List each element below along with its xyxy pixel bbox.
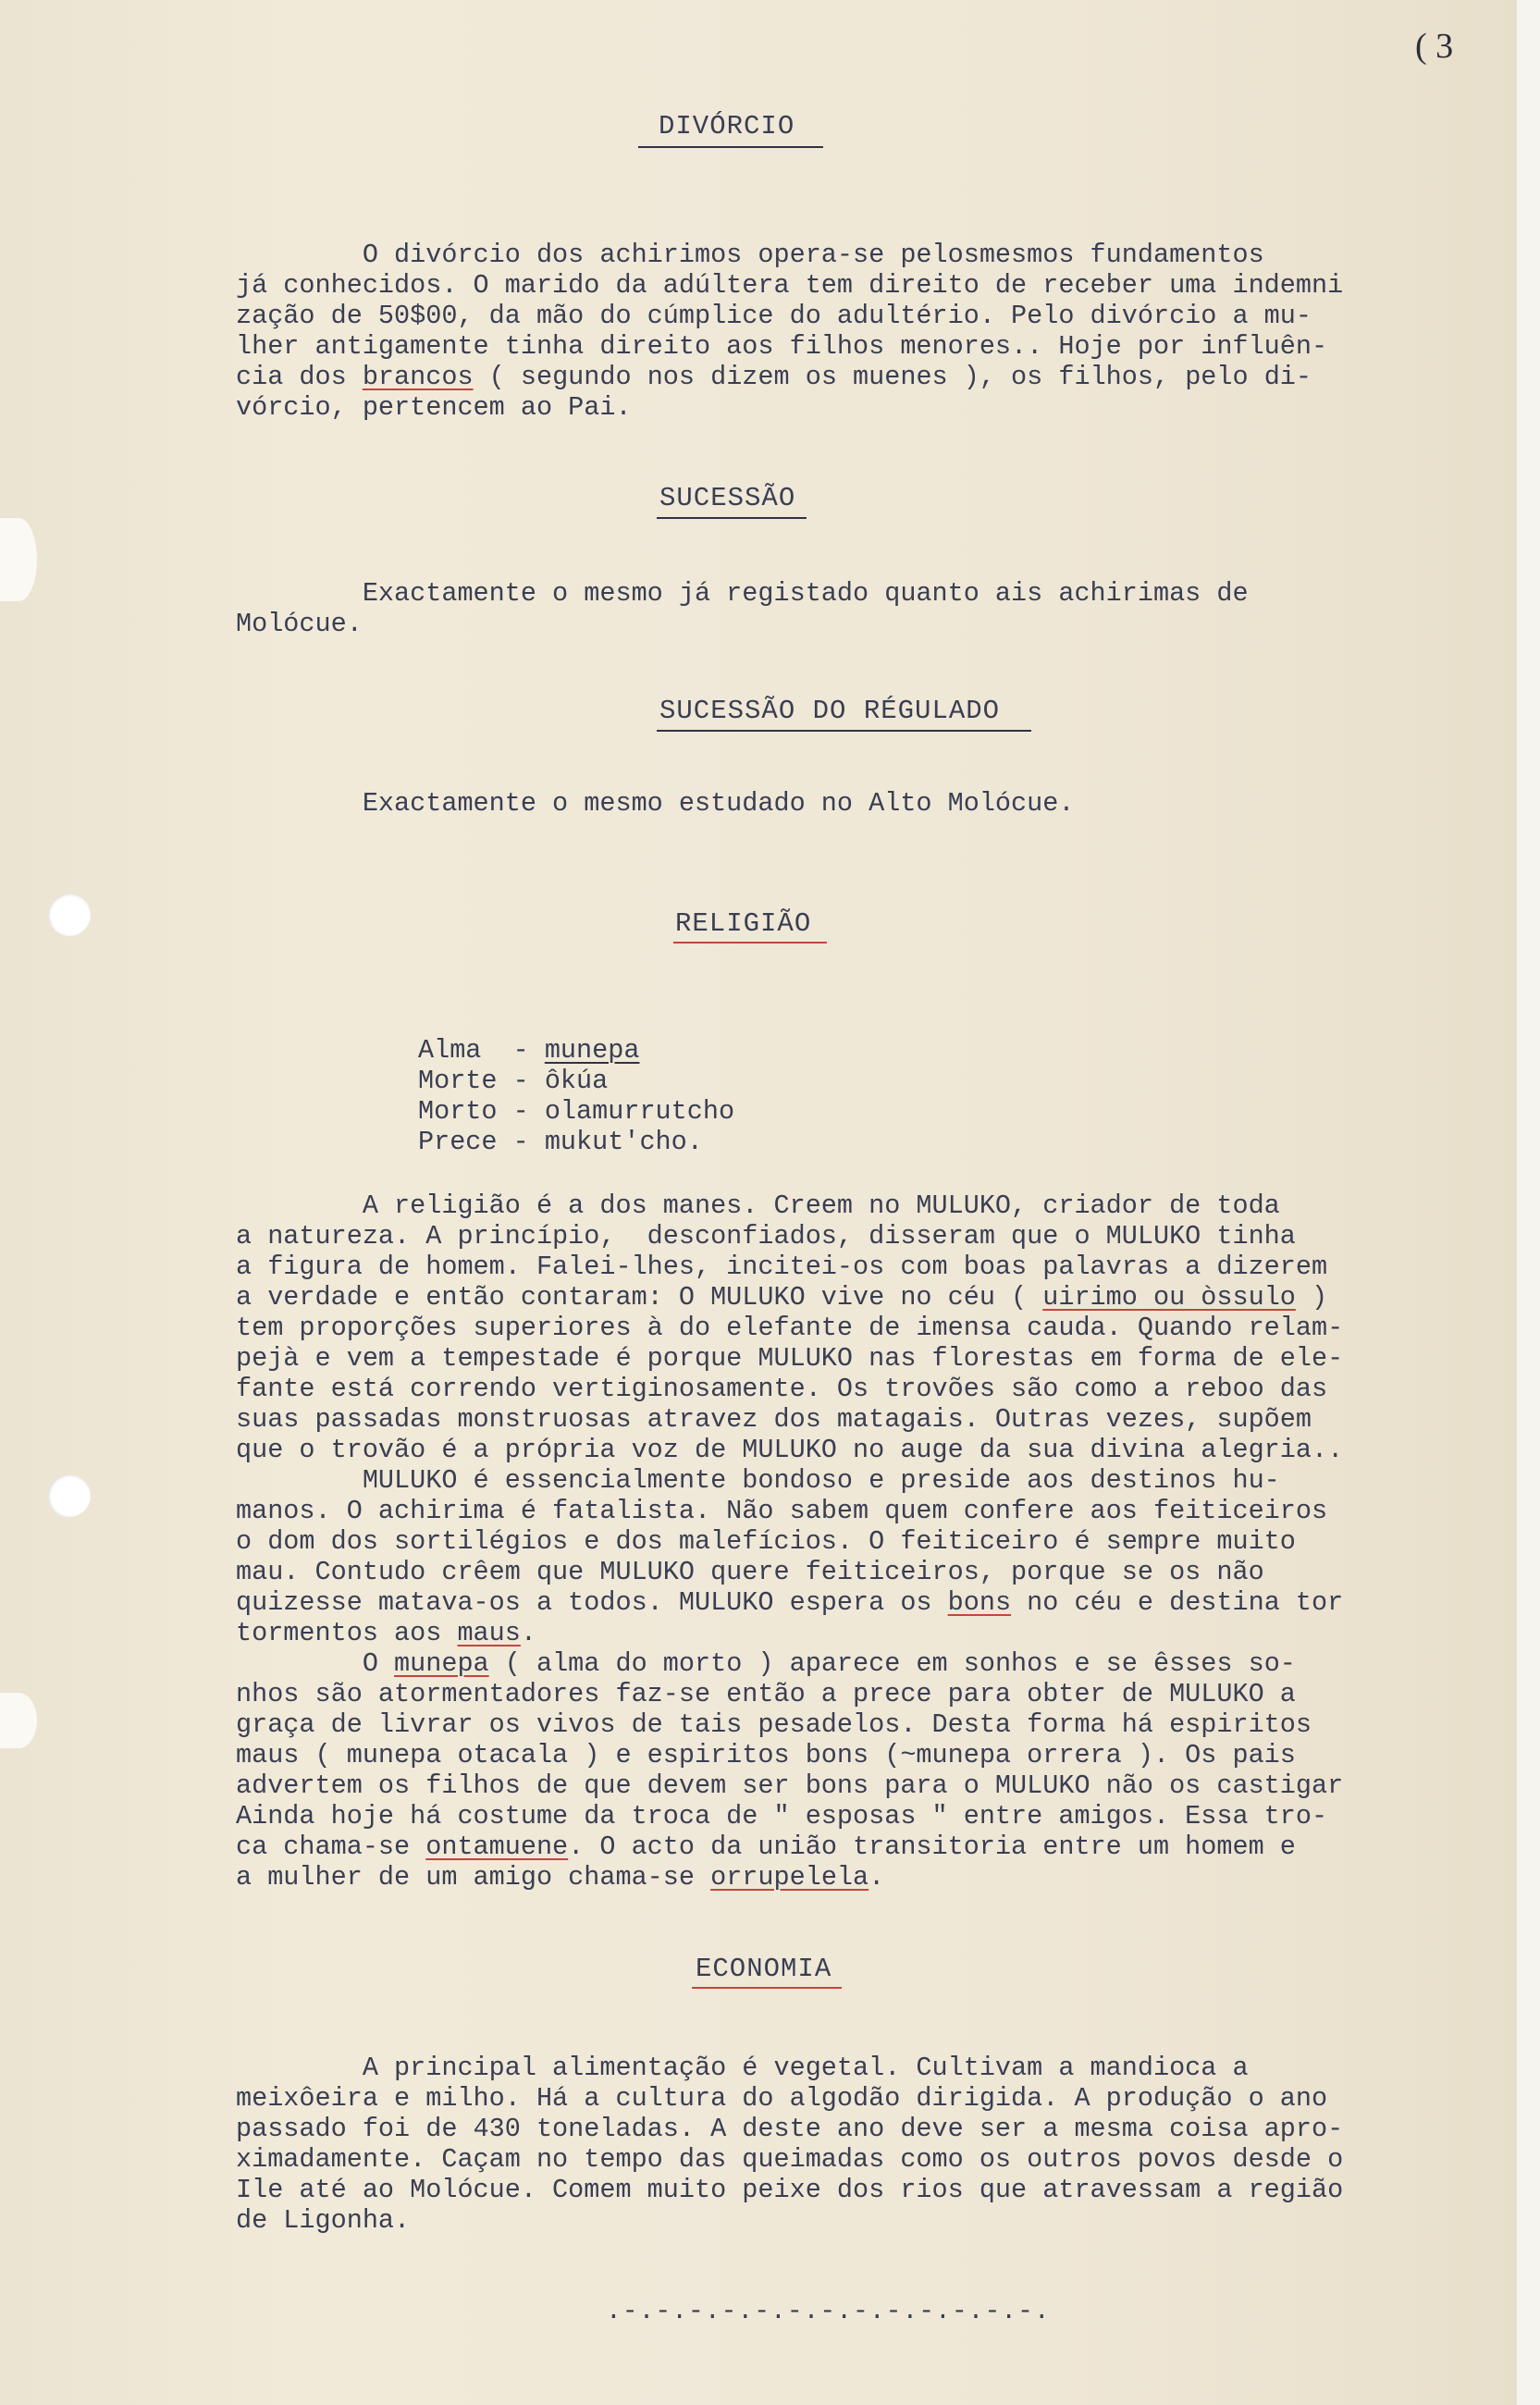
glossary-meaning: mukut'cho. <box>544 1127 703 1157</box>
glossary-entry <box>418 1035 640 1066</box>
text-segment: ) <box>1295 1282 1328 1313</box>
economia-line: Ile até ao Molócue. Comem muito peixe dos rios que atravessam a região <box>236 2175 1344 2205</box>
glossary-word: Morto <box>418 1096 498 1127</box>
glossary-meaning: ôkúa <box>544 1066 609 1096</box>
torn-edge-upper <box>0 518 37 601</box>
heading-underline <box>657 730 1031 732</box>
text-segment: tormentos aos <box>236 1618 458 1648</box>
glossary-word: Prece <box>418 1127 498 1157</box>
religiao-line: pejà e vem a tempestade é porque MULUKO nas florestas em forma de ele- <box>236 1343 1344 1374</box>
underlined-term: maus <box>457 1618 521 1648</box>
economia-line: meixôeira e milho. Há a cultura do algodão dirigida. A produção o ano <box>236 2083 1328 2114</box>
heading-underline <box>657 517 807 519</box>
heading-underline <box>692 1987 842 1989</box>
religiao-line: fante está correndo vertiginosamente. Os trovões são como a reboo das <box>236 1374 1328 1404</box>
underlined-term: brancos <box>362 362 474 392</box>
heading-underline <box>638 146 823 148</box>
religiao-line <box>236 1282 1328 1313</box>
text-segment: no céu e destina tor <box>1011 1587 1344 1618</box>
religiao-line: maus ( munepa otacala ) e espiritos bons (~munepa orrera ). Os pais <box>236 1740 1296 1770</box>
underlined-term: ontamuene <box>425 1832 569 1862</box>
economia-line: de Ligonha. <box>236 2205 411 2236</box>
divorcio-line: já conhecidos. O marido da adúltera tem direito de receber uma indemni <box>236 270 1344 301</box>
divorcio-line: vórcio, pertencem ao Pai. <box>236 392 632 423</box>
underlined-term: munepa <box>394 1648 489 1679</box>
text-segment: . O acto da união transitoria entre um homem e <box>568 1832 1296 1862</box>
glossary-entry <box>418 1129 703 1156</box>
divorcio-line <box>236 364 1312 391</box>
glossary-word: Alma <box>418 1035 498 1066</box>
religiao-line: suas passadas monstruosas atravez dos matagais. Outras vezes, supõem <box>236 1404 1312 1435</box>
sucessao-line: Exactamente o mesmo já registado quanto ais achirimas de <box>236 578 1249 609</box>
religiao-line: Ainda hoje há costume da troca de " esposas " entre amigos. Essa tro- <box>236 1801 1328 1832</box>
religiao-line: mau. Contudo crêem que MULUKO quere feiticeiros, porque se os não <box>236 1557 1264 1587</box>
religiao-line <box>236 1834 1296 1861</box>
religiao-line: MULUKO é essencialmente bondoso e preside aos destinos hu- <box>236 1465 1280 1496</box>
text-segment: O <box>236 1648 395 1679</box>
sucessao-line: Molócue. <box>236 609 363 639</box>
underlined-term: uirimo ou òssulo <box>1042 1282 1296 1313</box>
religiao-line <box>236 1648 1296 1679</box>
religiao-line: a figura de homem. Falei-lhes, incitei-os com boas palavras a dizerem <box>236 1252 1328 1282</box>
heading-sucessao: SUCESSÃO <box>659 483 796 513</box>
religiao-line: graça de livrar os vivos de tais pesadelos. Desta forma há espiritos <box>236 1709 1312 1740</box>
heading-religiao: RELIGIÃO <box>675 908 812 939</box>
glossary-meaning: munepa <box>544 1035 640 1066</box>
economia-line: ximadamente. Caçam no tempo das queimadas como os outros povos desde o <box>236 2144 1344 2175</box>
economia-line: A principal alimentação é vegetal. Cultivam a mandioca a <box>236 2053 1249 2083</box>
heading-divorcio: DIVÓRCIO <box>659 111 795 142</box>
text-segment: . <box>869 1862 885 1893</box>
glossary-separator: - <box>497 1035 545 1066</box>
religiao-line <box>236 1587 1344 1618</box>
glossary-separator: - <box>497 1066 545 1096</box>
glossary-word: Morte <box>418 1066 498 1096</box>
text-segment: quizesse matava-os a todos. MULUKO espera os <box>236 1587 948 1618</box>
divorcio-line: O divórcio dos achirimos opera-se pelosmesmos fundamentos <box>236 240 1264 270</box>
text-segment: ( alma do morto ) aparece em sonhos e se êsses so- <box>488 1648 1296 1679</box>
page-number: ( 3 <box>1415 27 1454 66</box>
economia-line: passado foi de 430 toneladas. A deste ano deve ser a mesma coisa apro- <box>236 2114 1344 2144</box>
glossary-meaning: olamurrutcho <box>544 1096 735 1127</box>
closing-dash-line: .-.-.-.-.-.-.-.-.-.-.-.-.-. <box>606 2298 1051 2326</box>
religiao-line: nhos são atormentadores faz-se então a prece para obter de MULUKO a <box>236 1679 1296 1709</box>
sucessao-regulado-line: Exactamente o mesmo estudado no Alto Molócue. <box>236 788 1075 819</box>
glossary-separator: - <box>497 1127 545 1157</box>
religiao-line: o dom dos sortilégios e dos malefícios. O feiticeiro é sempre muito <box>236 1526 1296 1557</box>
religiao-line: tem proporções superiores à do elefante de imensa cauda. Quando relam- <box>236 1313 1344 1343</box>
heading-economia: ECONOMIA <box>696 1954 832 1984</box>
glossary-entry <box>418 1068 608 1095</box>
text-segment: ( segundo nos dizem os muenes ), os filhos, pelo di- <box>473 362 1312 392</box>
underlined-term: bons <box>947 1587 1012 1618</box>
religiao-line: a natureza. A princípio, desconfiados, disseram que o MULUKO tinha <box>236 1221 1296 1252</box>
religiao-line: que o trovão é a própria voz de MULUKO no auge da sua divina alegria.. <box>236 1435 1344 1465</box>
page-edge <box>1517 0 1540 2405</box>
torn-edge-lower <box>0 1693 37 1748</box>
text-segment: . <box>520 1618 536 1648</box>
religiao-line: A religião é a dos manes. Creem no MULUKO, criador de toda <box>236 1190 1280 1221</box>
religiao-line: manos. O achirima é fatalista. Não sabem quem confere aos feiticeiros <box>236 1496 1328 1526</box>
heading-underline <box>673 942 827 944</box>
text-segment: ca chama-se <box>236 1832 426 1862</box>
glossary-separator: - <box>497 1096 545 1127</box>
text-segment: a mulher de um amigo chama-se <box>236 1862 711 1893</box>
underlined-term: orrupelela <box>710 1862 869 1893</box>
religiao-line <box>236 1862 885 1893</box>
religiao-line <box>236 1618 536 1648</box>
punch-hole-upper <box>48 894 91 936</box>
divorcio-line: zação de 50$00, da mão do cúmplice do adultério. Pelo divórcio a mu- <box>236 301 1312 331</box>
punch-hole-lower <box>48 1474 91 1517</box>
heading-sucessao-regulado: SUCESSÃO DO RÉGULADO <box>659 696 1001 726</box>
text-segment: a verdade e então contaram: O MULUKO vive no céu ( <box>236 1282 1043 1313</box>
divorcio-line: lher antigamente tinha direito aos filhos menores.. Hoje por influên- <box>236 331 1328 362</box>
religiao-line: advertem os filhos de que devem ser bons para o MULUKO não os castigar <box>236 1770 1344 1801</box>
glossary-entry <box>418 1096 735 1127</box>
text-segment: cia dos <box>236 362 363 392</box>
